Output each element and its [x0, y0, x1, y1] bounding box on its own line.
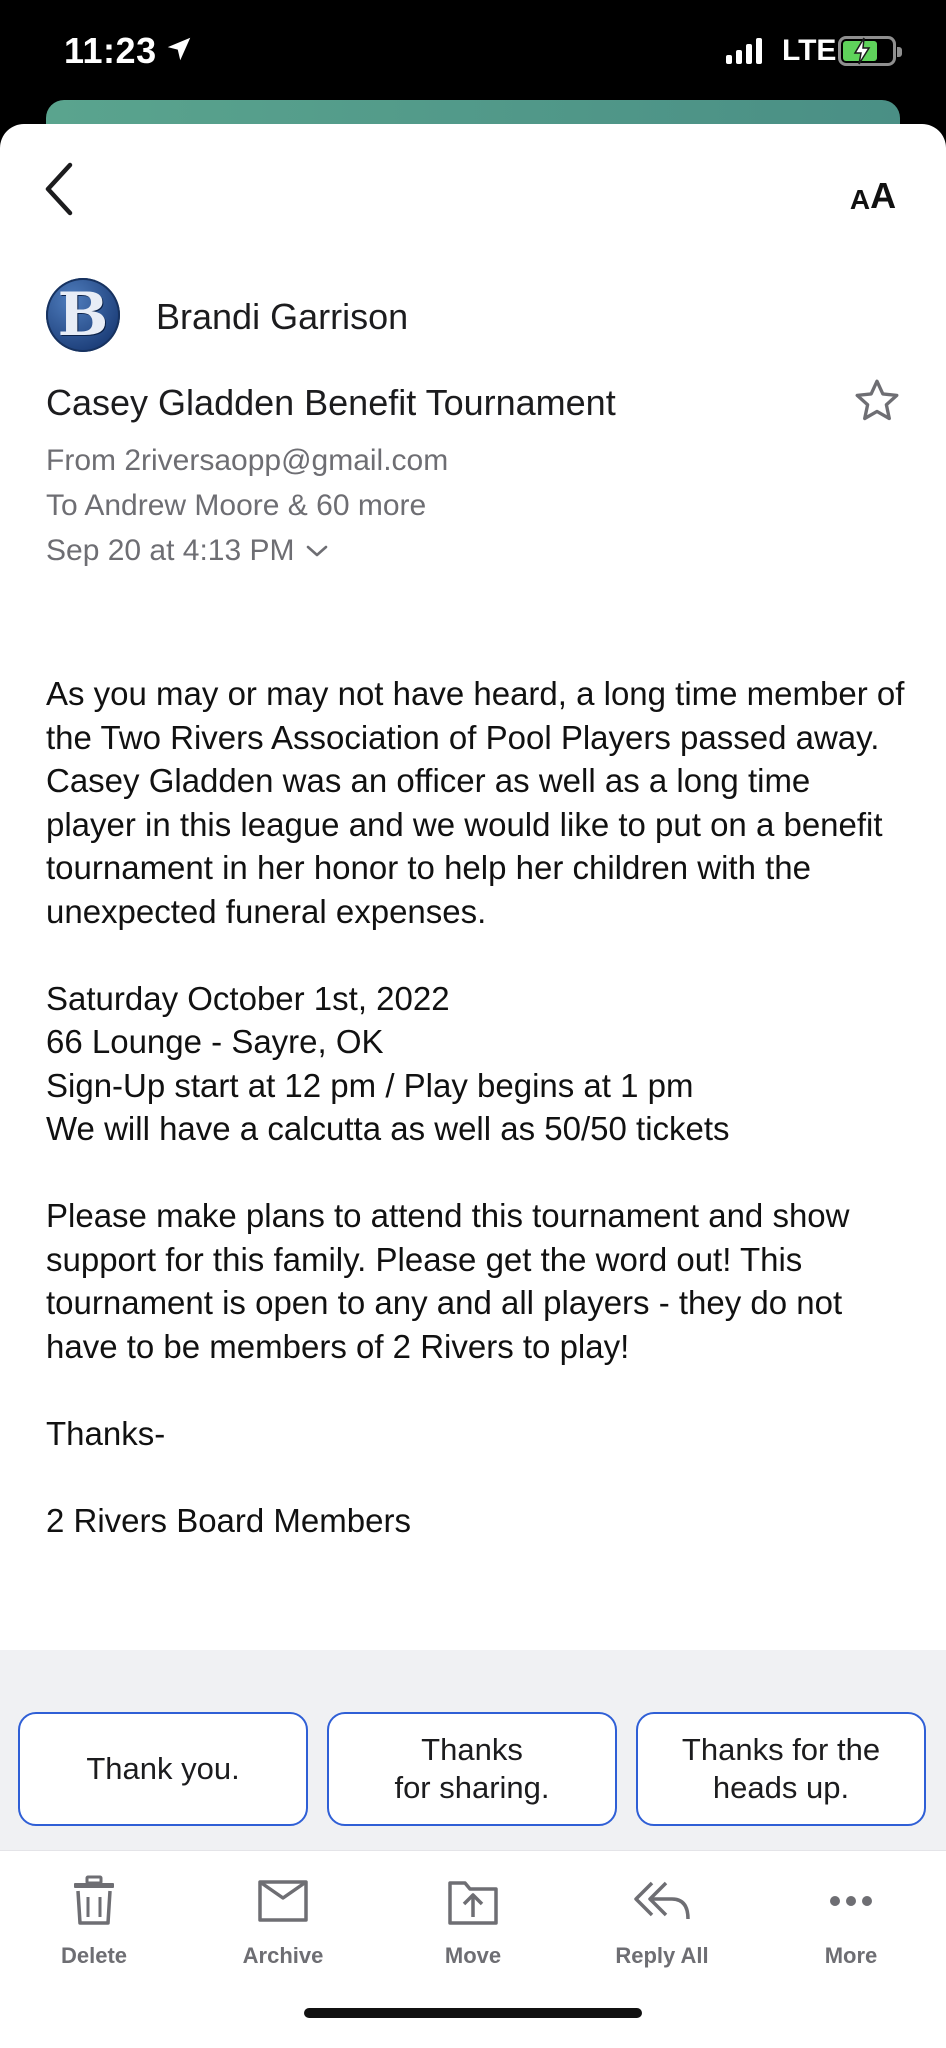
home-indicator[interactable]	[304, 2008, 642, 2018]
delete-label: Delete	[60, 1943, 128, 1968]
reply-all-label: Reply All	[615, 1943, 709, 1968]
event-location: 66 Lounge - Sayre, OK	[46, 1023, 384, 1060]
from-address: From 2riversaopp@gmail.com	[46, 444, 449, 477]
event-details	[46, 977, 906, 1151]
archive-icon	[256, 1878, 310, 1924]
status-bar	[0, 0, 946, 100]
event-date: Saturday October 1st, 2022	[46, 979, 450, 1017]
event-times: Sign-Up start at 12 pm / Play begins at 1 pm	[46, 1066, 694, 1104]
star-button[interactable]	[852, 376, 902, 426]
email-header-bar	[0, 124, 946, 254]
text-size-button[interactable]: A A	[849, 175, 897, 216]
body-paragraph: As you may or may not have heard, a long time member of the Two Rivers Association of Pool Players passed away. Casey Gladden was an officer as well as a long time player in this league and we would like to put on a benefit tournament in her honor to help her children with the unexpected funeral expenses.	[46, 675, 905, 930]
email-subject: Casey Gladden Benefit Tournament	[46, 382, 616, 423]
location-arrow-icon	[164, 34, 194, 64]
chevron-down-icon	[305, 543, 329, 559]
move-folder-icon	[446, 1875, 500, 1927]
signal-bars-icon	[726, 38, 762, 64]
reply-all-button[interactable]	[567, 1851, 757, 1991]
move-button[interactable]	[378, 1851, 568, 1991]
quick-reply-thanks-for-sharing[interactable]: Thanks for sharing.	[327, 1712, 617, 1826]
quick-reply-thank-you[interactable]: Thank you.	[18, 1712, 308, 1826]
more-label: More	[824, 1943, 878, 1968]
delete-button[interactable]	[0, 1851, 189, 1991]
move-label: Move	[444, 1943, 502, 1968]
avatar-letter: B	[57, 280, 109, 350]
event-extras: We will have a calcutta as well as 50/50 tickets	[46, 1110, 730, 1147]
recipients[interactable]: To Andrew Moore & 60 more	[46, 489, 427, 522]
battery-charging-icon	[838, 36, 896, 66]
email-date[interactable]	[46, 534, 329, 568]
email-sheet	[0, 124, 946, 2048]
reply-all-icon	[632, 1879, 692, 1923]
text-size-icon: A	[849, 184, 871, 215]
archive-button[interactable]	[188, 1851, 378, 1991]
quick-reply-heads-up[interactable]: Thanks for the heads up.	[636, 1712, 926, 1826]
back-button[interactable]	[34, 154, 84, 224]
avatar	[46, 278, 120, 352]
archive-label: Archive	[242, 1943, 324, 1968]
email-body	[46, 672, 906, 1586]
chevron-left-icon	[42, 161, 76, 217]
closing: Thanks-	[46, 1414, 166, 1452]
date-text: Sep 20 at 4:13 PM	[46, 534, 295, 567]
signature: 2 Rivers Board Members	[46, 1501, 411, 1539]
more-dots-icon	[829, 1895, 873, 1907]
trash-icon	[70, 1875, 118, 1927]
status-time: 11:23	[64, 30, 157, 71]
sender-name[interactable]: Brandi Garrison	[156, 296, 409, 337]
quick-replies	[0, 1650, 946, 1850]
body-paragraph: Please make plans to attend this tournament and show support for this family. Please get the word out! This tournament is open to any and all players - they do not have to be members of 2 Rivers to play!	[46, 1197, 850, 1365]
network-type: LTE	[782, 34, 837, 67]
bottom-toolbar	[0, 1850, 946, 2048]
star-icon	[852, 376, 902, 426]
more-button[interactable]	[756, 1851, 946, 1991]
